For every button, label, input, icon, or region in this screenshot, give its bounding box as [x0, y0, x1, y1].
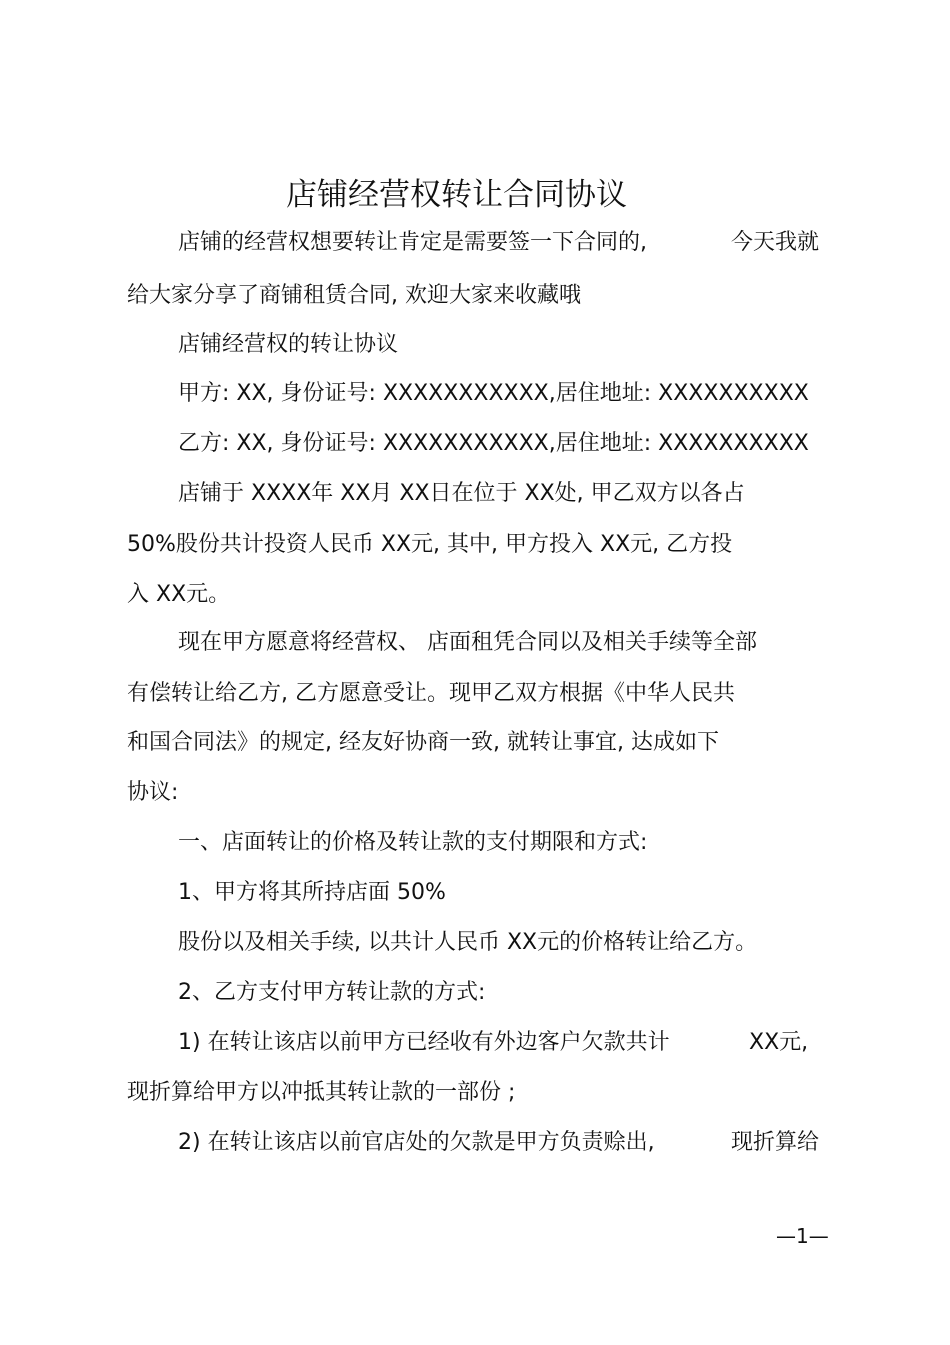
- paragraph-line: 乙方: XX, 身份证号: XXXXXXXXXXX,居住地址: XXXXXXXXXX: [178, 431, 809, 456]
- paragraph-line: 股份以及相关手续, 以共计人民币 XX元的价格转让给乙方。: [178, 930, 758, 955]
- paragraph-line: 店铺于 XXXX年 XX月 XX日在位于 XX处, 甲乙双方以各占: [178, 481, 745, 506]
- paragraph-line: 协议:: [127, 780, 179, 805]
- paragraph-line: 入 XX元。: [127, 582, 231, 607]
- paragraph-line: 2、乙方支付甲方转让款的方式:: [178, 980, 486, 1005]
- paragraph-line: 今天我就: [731, 230, 820, 255]
- paragraph-line: 甲方: XX, 身份证号: XXXXXXXXXXX,居住地址: XXXXXXXXXX: [178, 381, 809, 406]
- paragraph-line: 1、甲方将其所持店面 50%: [178, 880, 446, 905]
- document-title: 店铺经营权转让合同协议: [286, 177, 627, 213]
- paragraph-line: 50%股份共计投资人民币 XX元, 其中, 甲方投入 XX元, 乙方投: [127, 532, 733, 557]
- paragraph-line: 和国合同法》的规定, 经友好协商一致, 就转让事宜, 达成如下: [127, 730, 719, 755]
- paragraph-line: 现折算给: [731, 1130, 820, 1155]
- paragraph-line: 现折算给甲方以冲抵其转让款的一部份 ;: [127, 1080, 516, 1105]
- paragraph-line: 1) 在转让该店以前甲方已经收有外边客户欠款共计: [178, 1030, 670, 1055]
- paragraph-line: 给大家分享了商铺租赁合同, 欢迎大家来收藏哦: [127, 283, 581, 308]
- paragraph-line: 有偿转让给乙方, 乙方愿意受让。现甲乙双方根据《中华人民共: [127, 681, 735, 706]
- page-number: —1—: [776, 1224, 829, 1248]
- paragraph-line: 店铺的经营权想要转让肯定是需要签一下合同的,: [178, 230, 647, 255]
- section-heading: 一、店面转让的价格及转让款的支付期限和方式:: [178, 830, 648, 855]
- paragraph-line: 店铺经营权的转让协议: [178, 332, 399, 357]
- paragraph-line: XX元,: [749, 1030, 809, 1055]
- paragraph-line: 现在甲方愿意将经营权、 店面租凭合同以及相关手续等全部: [178, 630, 757, 655]
- paragraph-line: 2) 在转让该店以前官店处的欠款是甲方负责赊出,: [178, 1130, 655, 1155]
